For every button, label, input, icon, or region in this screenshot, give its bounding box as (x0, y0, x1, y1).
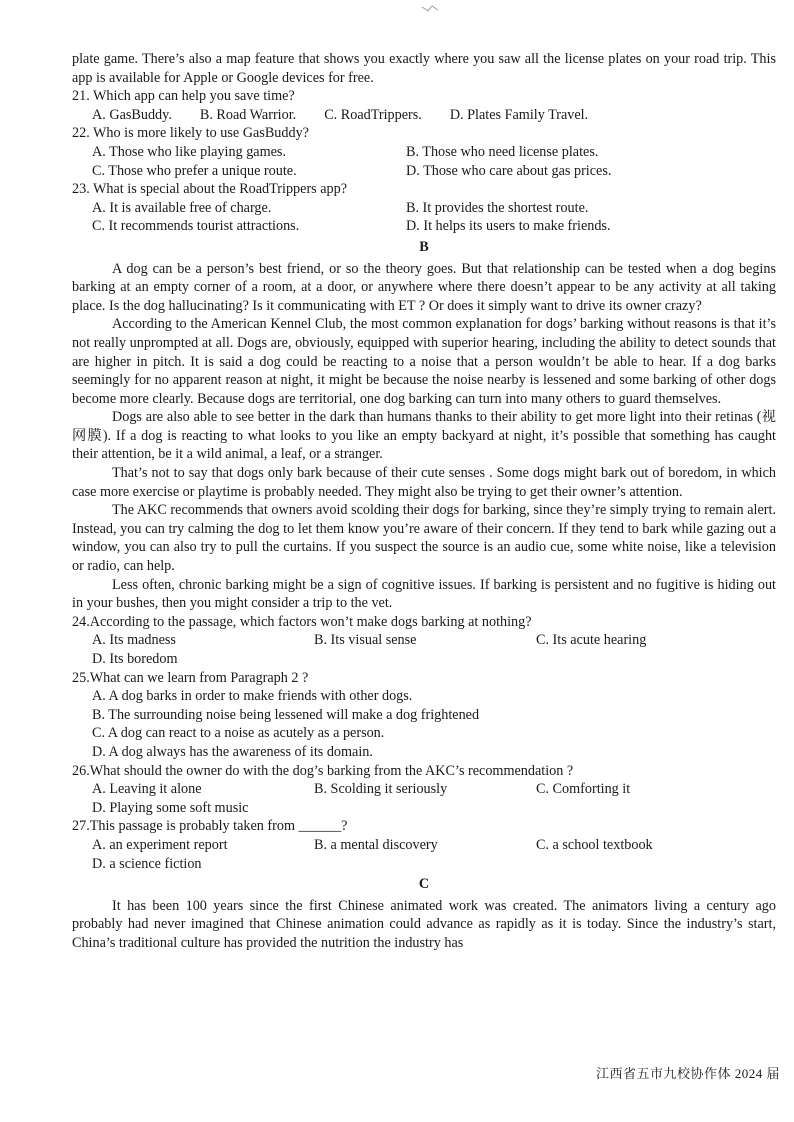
passage-b-paragraph: Less often, chronic barking might be a sign of cognitive issues. If barking is persistent and no fugitive is hiding out in your bushes, then you might consider a trip to the vet. (72, 576, 776, 612)
answer-option: A. GasBuddy. (92, 106, 172, 123)
answer-option: D. Those who care about gas prices. (406, 162, 612, 179)
answer-option: C. a school textbook (536, 836, 653, 853)
question-stem: 22. Who is more likely to use GasBuddy? (72, 125, 309, 142)
answer-option: D. a science fiction (92, 855, 202, 872)
answer-option: A. A dog barks in order to make friends with other dogs. (92, 688, 413, 705)
answer-option: B. Its visual sense (314, 632, 417, 649)
answer-option: A. an experiment report (92, 836, 228, 853)
passage-b-paragraph: A dog can be a person’s best friend, or so the theory goes. But that relationship can be tested when a dog begins barking at an empty corner of a room, at a door, or anywhere where there doesn’t appear to be any activity at all taking place. Is the dog hallucinating? Is it communicating with ET ? Or does it simply want to drive its owner crazy? (72, 260, 776, 314)
question (72, 669, 776, 762)
answer-options (92, 106, 776, 125)
section-c-heading: C (418, 876, 430, 893)
section-b-heading: B (419, 238, 429, 255)
question-stem: 26.What should the owner do with the dog’s barking from the AKC’s recommendation ? (72, 762, 574, 779)
answer-option: B. It provides the shortest route. (406, 199, 589, 216)
passage-a-tail: plate game. There’s also a map feature that shows you exactly where you saw all the license plates on your road trip. This app is available for Apple or Google devices for free. (72, 51, 776, 86)
question (72, 87, 776, 124)
question-stem: 21. Which app can help you save time? (72, 88, 295, 105)
question (72, 180, 776, 236)
question-stem: 27.This passage is probably taken from ______? (72, 818, 348, 835)
answer-option: D. Plates Family Travel. (449, 106, 589, 123)
answer-option: B. Road Warrior. (199, 106, 297, 123)
scan-smudge (420, 0, 442, 8)
answer-options (92, 780, 776, 817)
answer-option: B. Scolding it seriously (314, 781, 448, 798)
answer-option: C. It recommends tourist attractions. (92, 218, 300, 235)
answer-option: C. RoadTrippers. (324, 106, 422, 123)
page-footer: 江西省五市九校协作体 2024 届 (595, 1066, 780, 1081)
question (72, 817, 776, 873)
answer-option: D. A dog always has the awareness of its domain. (92, 743, 373, 760)
answer-option: A. It is available free of charge. (92, 199, 272, 216)
passage-b-paragraph: That’s not to say that dogs only bark because of their cute senses . Some dogs might bark out of boredom, in which case more exercise or playtime is probably needed. They might also be trying to get their owner’s attention. (72, 465, 776, 500)
exam-page (72, 50, 776, 953)
answer-option: B. The surrounding noise being lessened will make a dog frightened (92, 706, 480, 723)
questions-section-a (72, 87, 776, 236)
answer-option: C. Those who prefer a unique route. (92, 162, 297, 179)
answer-options (92, 143, 776, 180)
question-stem: 25.What can we learn from Paragraph 2 ? (72, 669, 309, 686)
question (72, 124, 776, 180)
question (72, 762, 776, 818)
answer-options (92, 199, 776, 236)
answer-option: D. It helps its users to make friends. (406, 218, 611, 235)
passage-b-paragraph: The AKC recommends that owners avoid scolding their dogs for barking, since they’re simply trying to remain alert. Instead, you can try calming the dog to let them know you’re aware of their concern. If they tend to bark while gazing out a window, you can also try to pull the curtains. If you suspect the source is an audio cue, some white noise, like a television or radio, can help. (72, 502, 776, 575)
passage-b-paragraph: Dogs are also able to see better in the dark than humans thanks to their ability to get more light into their retinas (视网膜). If a dog is reacting to what looks to you like an empty backyard at night, it’s possible that something has caught their attention, be it a wild animal, a leaf, or a stranger. (72, 409, 776, 463)
answer-option: A. Those who like playing games. (92, 143, 286, 160)
question-stem: 23. What is special about the RoadTrippers app? (72, 181, 348, 198)
passage-b-paragraph: According to the American Kennel Club, the most common explanation for dogs’ barking without reasons is that it’s not really unprompted at all. Dogs are, obviously, equipped with superior hearing, including the ability to detect sounds that are higher in pitch. It is said a dog could be reacting to a noise that a person wouldn’t be able to hear. If a dog barks seemingly for no apparent reason at night, it might be because the noise nearby is lessened and some barking of other dogs become more clearly. Because dogs are territorial, one dog barking can turn into many others to guard themselves. (72, 316, 776, 407)
question (72, 613, 776, 669)
answer-option: D. Playing some soft music (92, 799, 249, 816)
answer-option: A. Its madness (92, 632, 176, 649)
passage-c-paragraph: It has been 100 years since the first Chinese animated work was created. The animators living a century ago probably had never imagined that Chinese animation could advance as rapidly as it is today. Since the industry’s start, China’s traditional culture has provided the nutrition the industry has (72, 897, 776, 951)
answer-options (92, 631, 776, 668)
answer-options (92, 836, 776, 873)
answer-option: A. Leaving it alone (92, 781, 202, 798)
answer-option: B. a mental discovery (314, 836, 438, 853)
answer-option: B. Those who need license plates. (406, 143, 599, 160)
answer-option: C. A dog can react to a noise as acutely as a person. (92, 725, 385, 742)
answer-options (92, 687, 776, 761)
question-stem: 24.According to the passage, which factors won’t make dogs barking at nothing? (72, 613, 532, 630)
answer-option: C. Its acute hearing (536, 632, 647, 649)
answer-option: C. Comforting it (536, 781, 631, 798)
passage-b (72, 260, 776, 613)
answer-option: D. Its boredom (92, 651, 178, 667)
questions-section-b (72, 613, 776, 873)
